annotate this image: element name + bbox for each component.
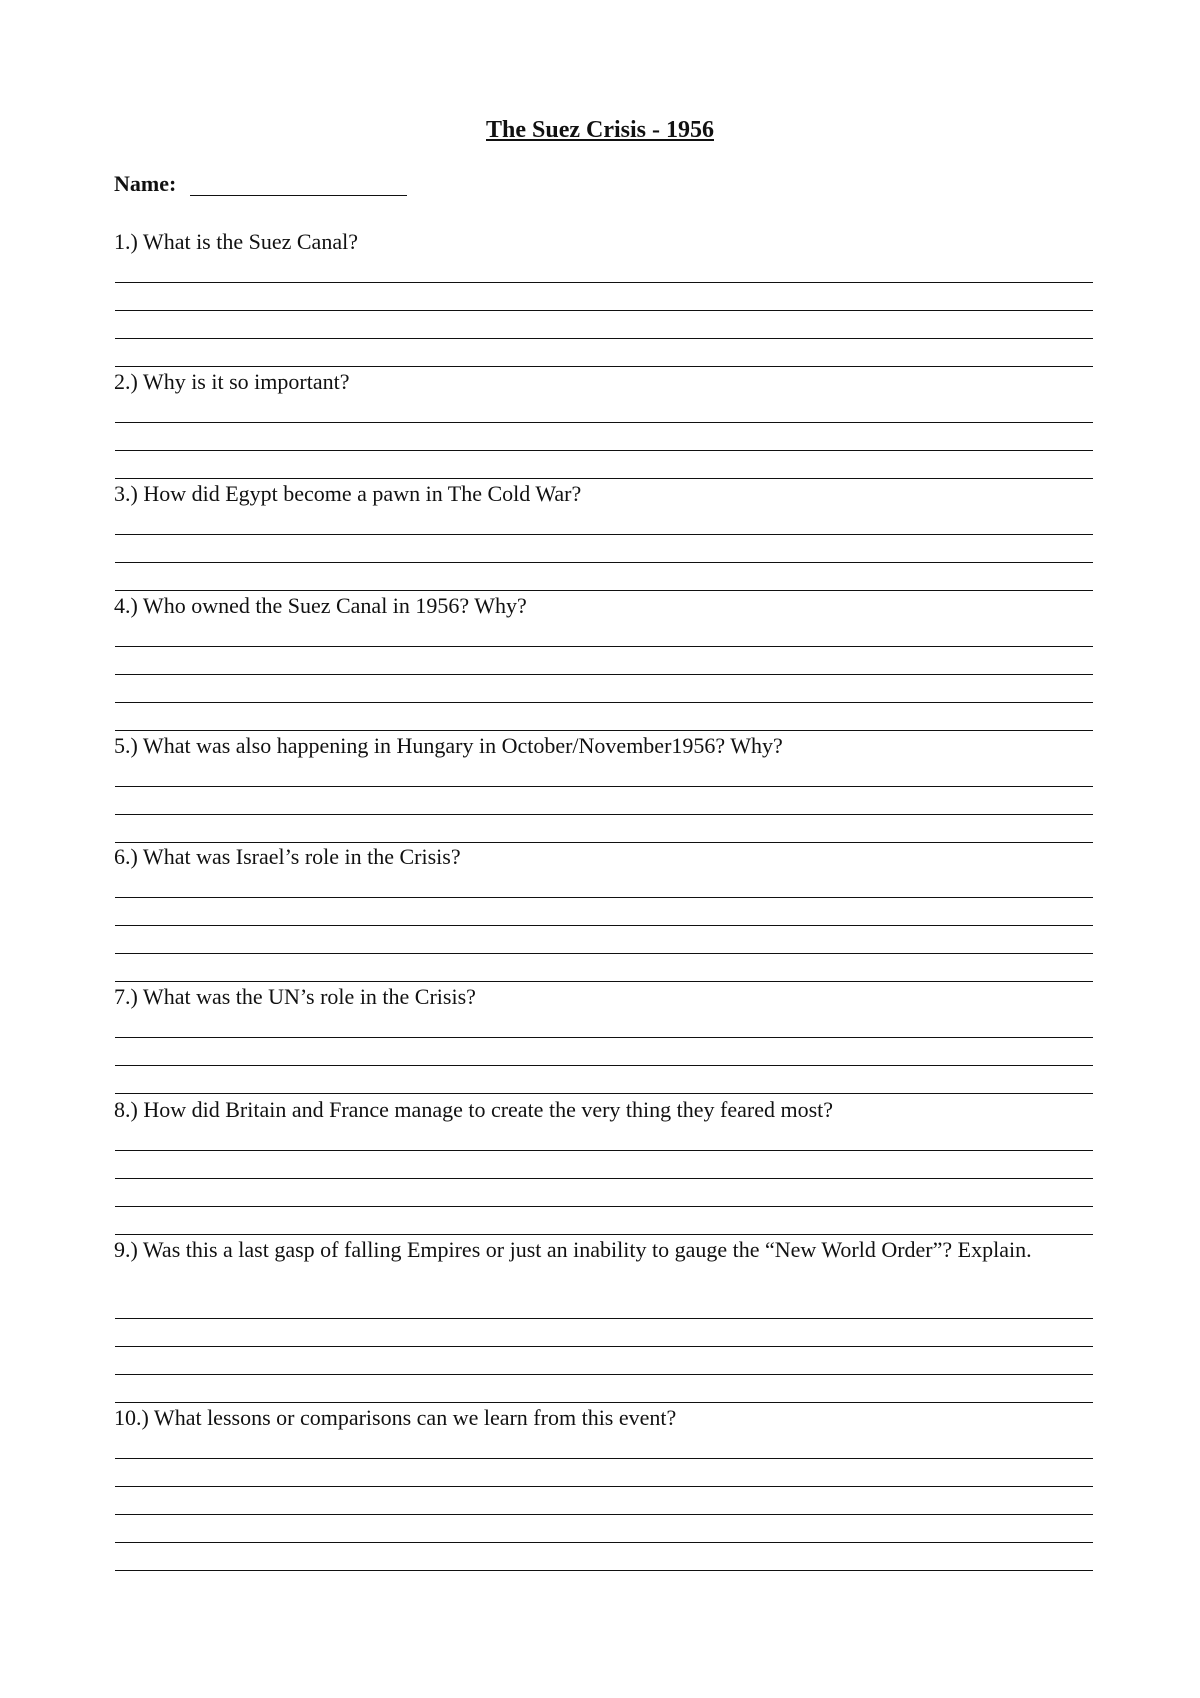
page-title: The Suez Crisis - 1956 <box>486 117 714 143</box>
answer-line[interactable] <box>115 1093 1093 1094</box>
question-1: 1.) What is the Suez Canal? <box>114 229 358 254</box>
question-5: 5.) What was also happening in Hungary in October/November1956? Why? <box>114 733 783 758</box>
answer-line[interactable] <box>115 702 1093 703</box>
answer-line[interactable] <box>115 730 1093 731</box>
answer-line[interactable] <box>115 646 1093 647</box>
answer-line[interactable] <box>115 1206 1093 1207</box>
answer-line[interactable] <box>115 1458 1093 1459</box>
answer-line[interactable] <box>115 450 1093 451</box>
answer-line[interactable] <box>115 338 1093 339</box>
name-field[interactable] <box>190 195 407 196</box>
answer-line[interactable] <box>115 1402 1093 1403</box>
answer-line[interactable] <box>115 562 1093 563</box>
answer-line[interactable] <box>115 1234 1093 1235</box>
answer-line[interactable] <box>115 897 1093 898</box>
answer-line[interactable] <box>115 814 1093 815</box>
question-2: 2.) Why is it so important? <box>114 369 350 394</box>
question-7: 7.) What was the UN’s role in the Crisis? <box>114 984 476 1009</box>
answer-line[interactable] <box>115 674 1093 675</box>
answer-line[interactable] <box>115 953 1093 954</box>
answer-line[interactable] <box>115 534 1093 535</box>
answer-line[interactable] <box>115 1514 1093 1515</box>
question-4: 4.) Who owned the Suez Canal in 1956? Why? <box>114 593 527 618</box>
question-9: 9.) Was this a last gasp of falling Empires or just an inability to gauge the “New World Order”? Explain. <box>114 1237 1032 1262</box>
answer-line[interactable] <box>115 422 1093 423</box>
question-3: 3.) How did Egypt become a pawn in The Cold War? <box>114 481 582 506</box>
answer-line[interactable] <box>115 1065 1093 1066</box>
answer-line[interactable] <box>115 310 1093 311</box>
answer-line[interactable] <box>115 1570 1093 1571</box>
question-8: 8.) How did Britain and France manage to create the very thing they feared most? <box>114 1097 834 1122</box>
question-10: 10.) What lessons or comparisons can we learn from this event? <box>114 1405 677 1430</box>
answer-line[interactable] <box>115 1542 1093 1543</box>
answer-line[interactable] <box>115 981 1093 982</box>
answer-line[interactable] <box>115 1178 1093 1179</box>
answer-line[interactable] <box>115 1346 1093 1347</box>
answer-line[interactable] <box>115 1318 1093 1319</box>
answer-line[interactable] <box>115 1150 1093 1151</box>
answer-line[interactable] <box>115 786 1093 787</box>
answer-line[interactable] <box>115 478 1093 479</box>
answer-line[interactable] <box>115 366 1093 367</box>
answer-line[interactable] <box>115 925 1093 926</box>
answer-line[interactable] <box>115 1374 1093 1375</box>
name-label: Name: <box>114 171 177 196</box>
question-6: 6.) What was Israel’s role in the Crisis? <box>114 844 461 869</box>
answer-line[interactable] <box>115 1037 1093 1038</box>
answer-line[interactable] <box>115 590 1093 591</box>
answer-line[interactable] <box>115 282 1093 283</box>
answer-line[interactable] <box>115 1486 1093 1487</box>
